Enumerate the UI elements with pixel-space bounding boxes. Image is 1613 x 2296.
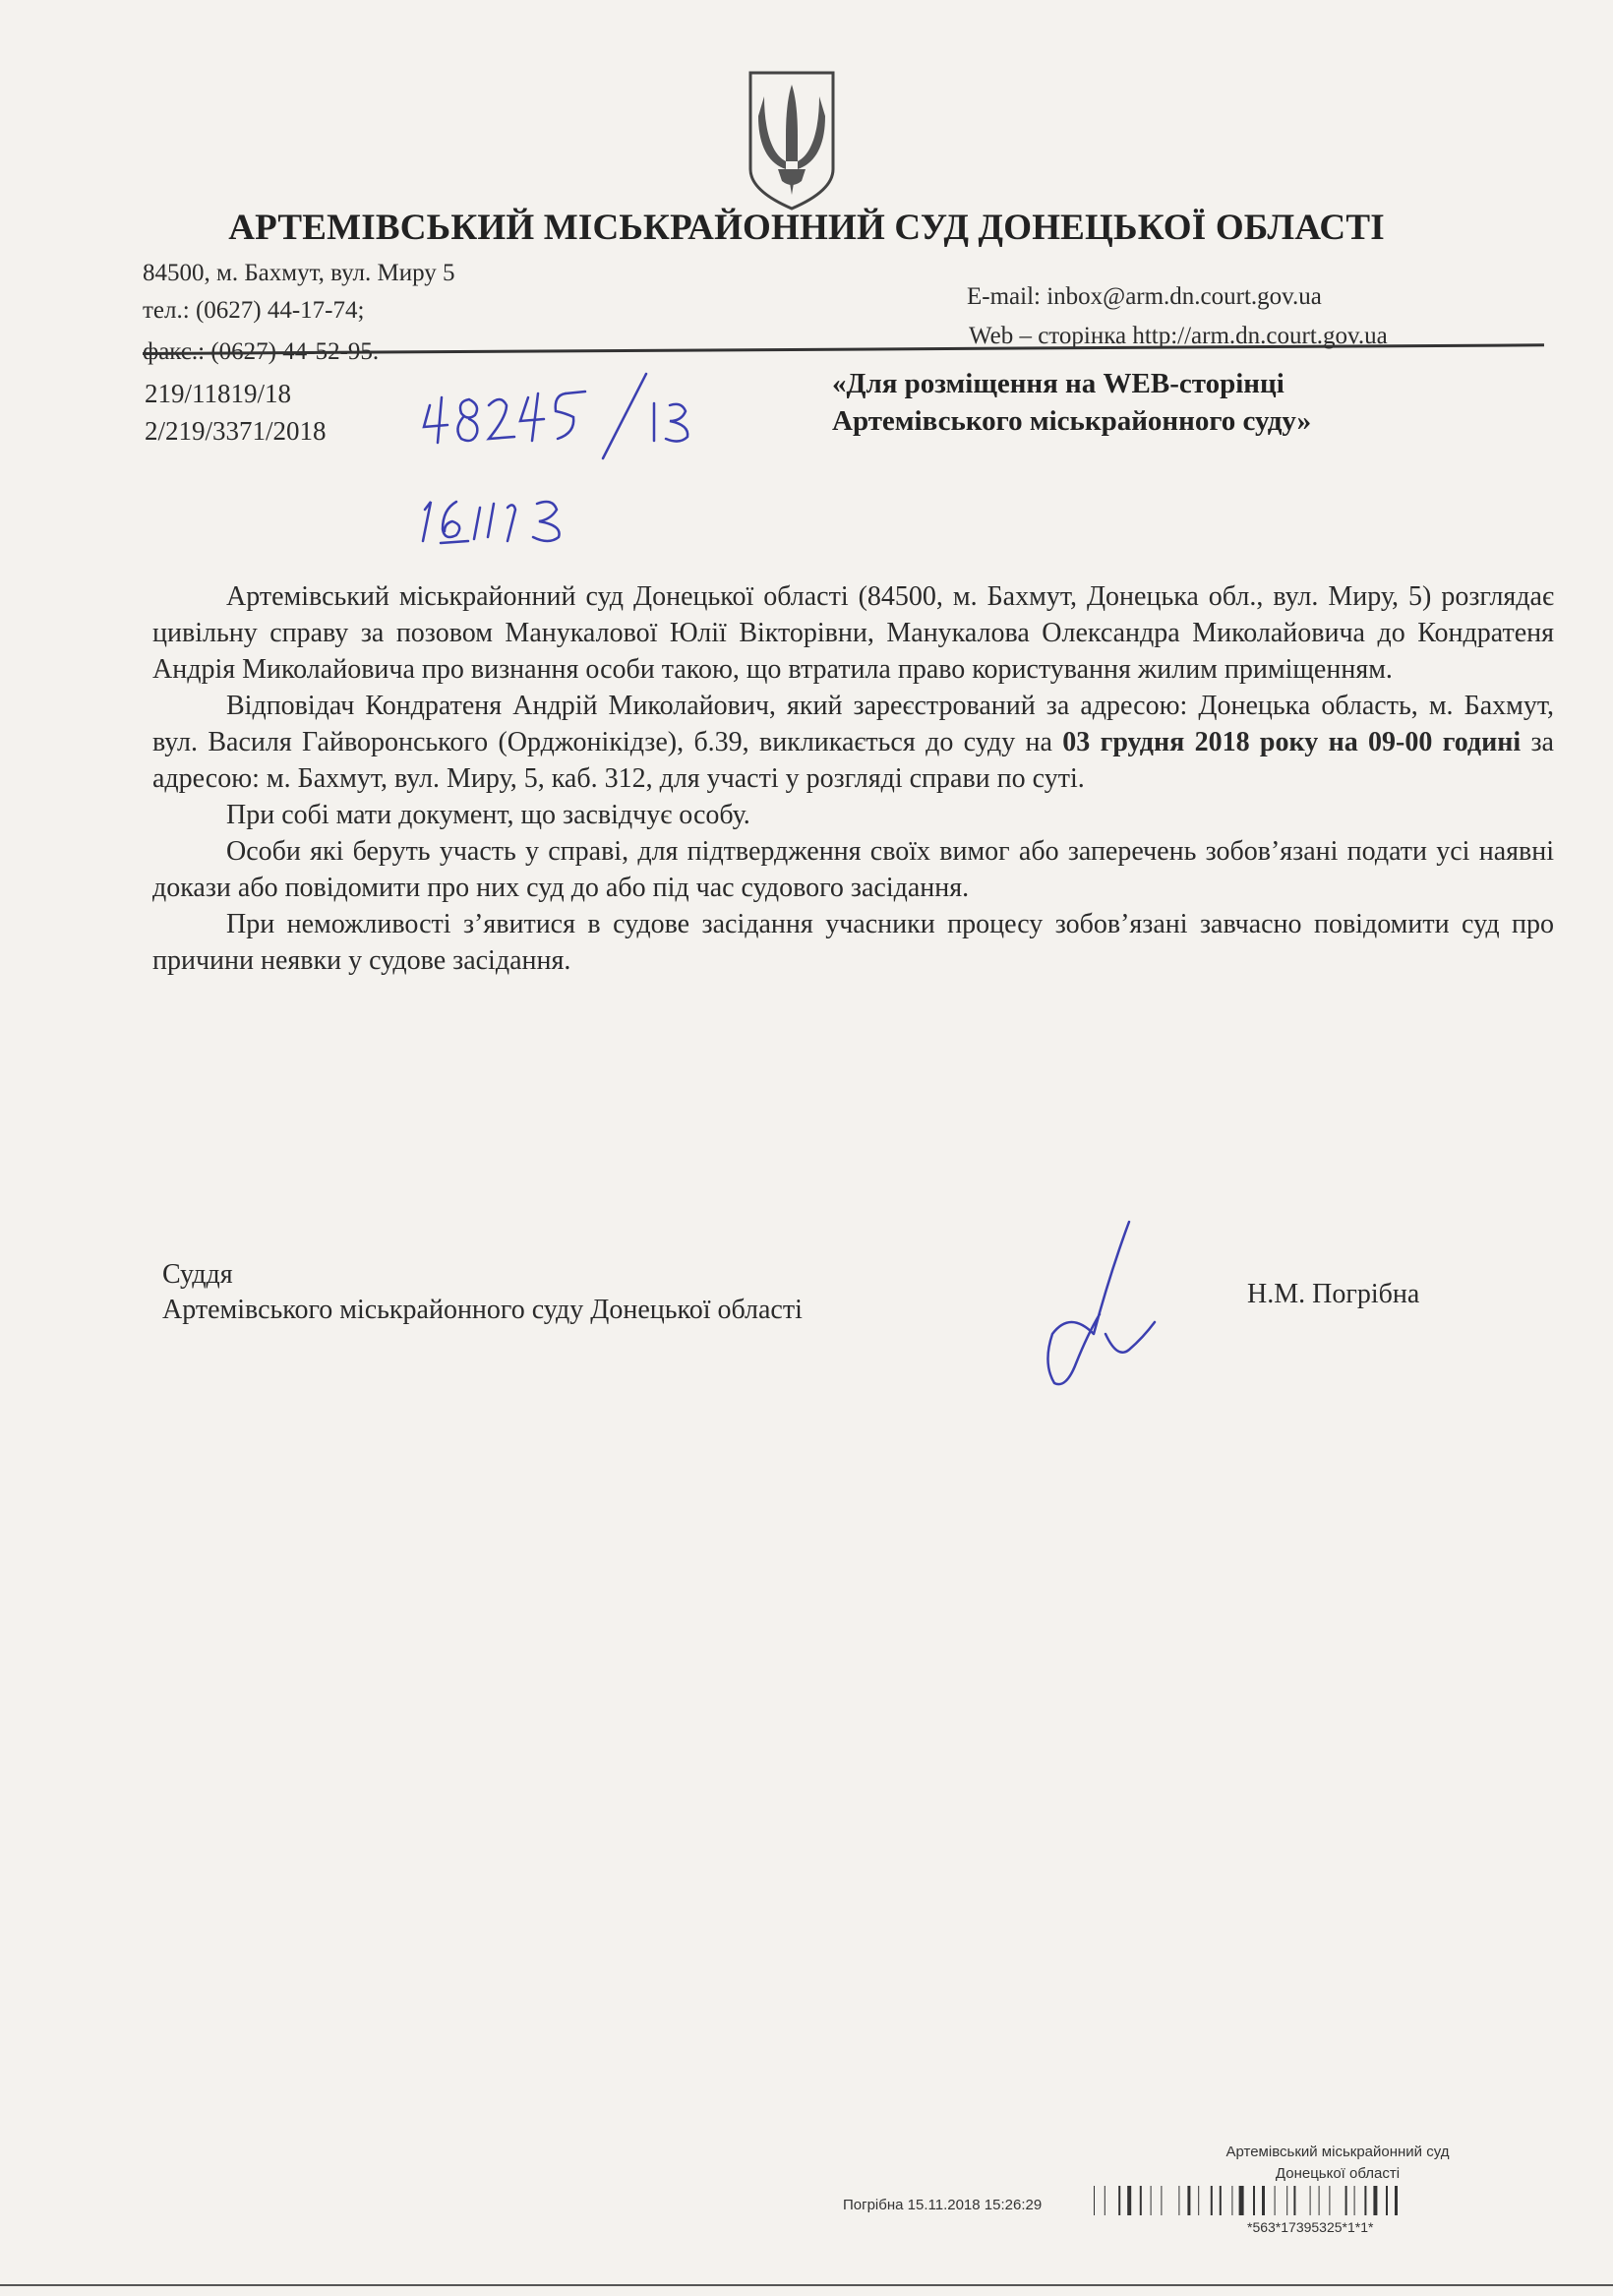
court-website: Web – сторінка http://arm.dn.court.gov.ua bbox=[969, 323, 1388, 349]
body-paragraph-3: При собі мати документ, що засвідчує особу. bbox=[226, 800, 750, 830]
hearing-datetime: 03 грудня 2018 року на 09-00 годині bbox=[1062, 727, 1522, 757]
court-name-heading: АРТЕМІВСЬКИЙ МІСЬКРАЙОННИЙ СУД ДОНЕЦЬКОЇ ОБЛАСТІ bbox=[228, 208, 1385, 248]
web-notice-line-2: Артемівського міськрайонного суду» bbox=[832, 405, 1312, 437]
summons-body bbox=[152, 578, 1554, 979]
court-email: E-mail: inbox@arm.dn.court.gov.ua bbox=[967, 283, 1322, 310]
proceeding-number: 2/219/3371/2018 bbox=[145, 416, 327, 446]
body-paragraph-2: Відповідач Кондратеня Андрій Миколайович, який зареєстрований за адресою: Донецька область, м. Бахмут, вул. Василя Гайворонського (Орджонікідзе), б.39, викликається до суду на 03 грудня 2018 року на 09-00 годині за адресою: м. Бахмут, вул. Миру, 5, каб. 312, для участі у розгляді справи по суті. bbox=[152, 691, 1554, 794]
stamp-court-line-2: Донецької області bbox=[1275, 2165, 1401, 2182]
trident-emblem-icon bbox=[745, 67, 839, 212]
judge-title: Суддя bbox=[162, 1259, 233, 1290]
handwritten-incoming-number-icon bbox=[418, 356, 733, 464]
web-notice-line-1: «Для розміщення на WEB-сторінці bbox=[832, 368, 1284, 399]
body-paragraph-4: Особи які беруть участь у справі, для підтвердження своїх вимог або заперечень зобов’язані подати усі наявні докази або повідомити про них суд до або під час судового засідання. bbox=[152, 836, 1554, 903]
stamp-court-line-1: Артемівський міськрайонний суд bbox=[1225, 2144, 1450, 2160]
judge-name: Н.М. Погрібна bbox=[1247, 1279, 1420, 1309]
body-paragraph-5: При неможливості з’явитися в судове засідання учасники процесу зобов’язані завчасно повідомити суд про причини неявки у судове засідання. bbox=[152, 909, 1554, 976]
case-number: 219/11819/18 bbox=[145, 379, 292, 408]
court-phone: тел.: (0627) 44-17-74; bbox=[143, 297, 365, 324]
page-bottom-edge bbox=[0, 2284, 1613, 2286]
court-fax: факс.: (0627) 44-52-95. bbox=[143, 338, 380, 365]
stamp-issued: Погрібна 15.11.2018 15:26:29 bbox=[843, 2197, 1043, 2213]
handwritten-date-icon bbox=[413, 480, 620, 549]
barcode-text: *563*17395325*1*1* bbox=[1247, 2219, 1374, 2235]
court-address: 84500, м. Бахмут, вул. Миру 5 bbox=[143, 260, 455, 286]
barcode-icon bbox=[1094, 2184, 1585, 2219]
body-paragraph-1: Артемівський міськрайонний суд Донецької області (84500, м. Бахмут, Донецька обл., вул. Миру, 5) розглядає цивільну справу за позовом Манукалової Юлії Вікторівни, Манукалова Олександра Миколайовича до Кондратеня Андрія Миколайовича про визнання особи такою, що втратила право користування жилим приміщенням. bbox=[152, 581, 1554, 685]
judge-signature-icon bbox=[1031, 1216, 1188, 1393]
judge-court: Артемівського міськрайонного суду Донецької області bbox=[162, 1295, 803, 1325]
